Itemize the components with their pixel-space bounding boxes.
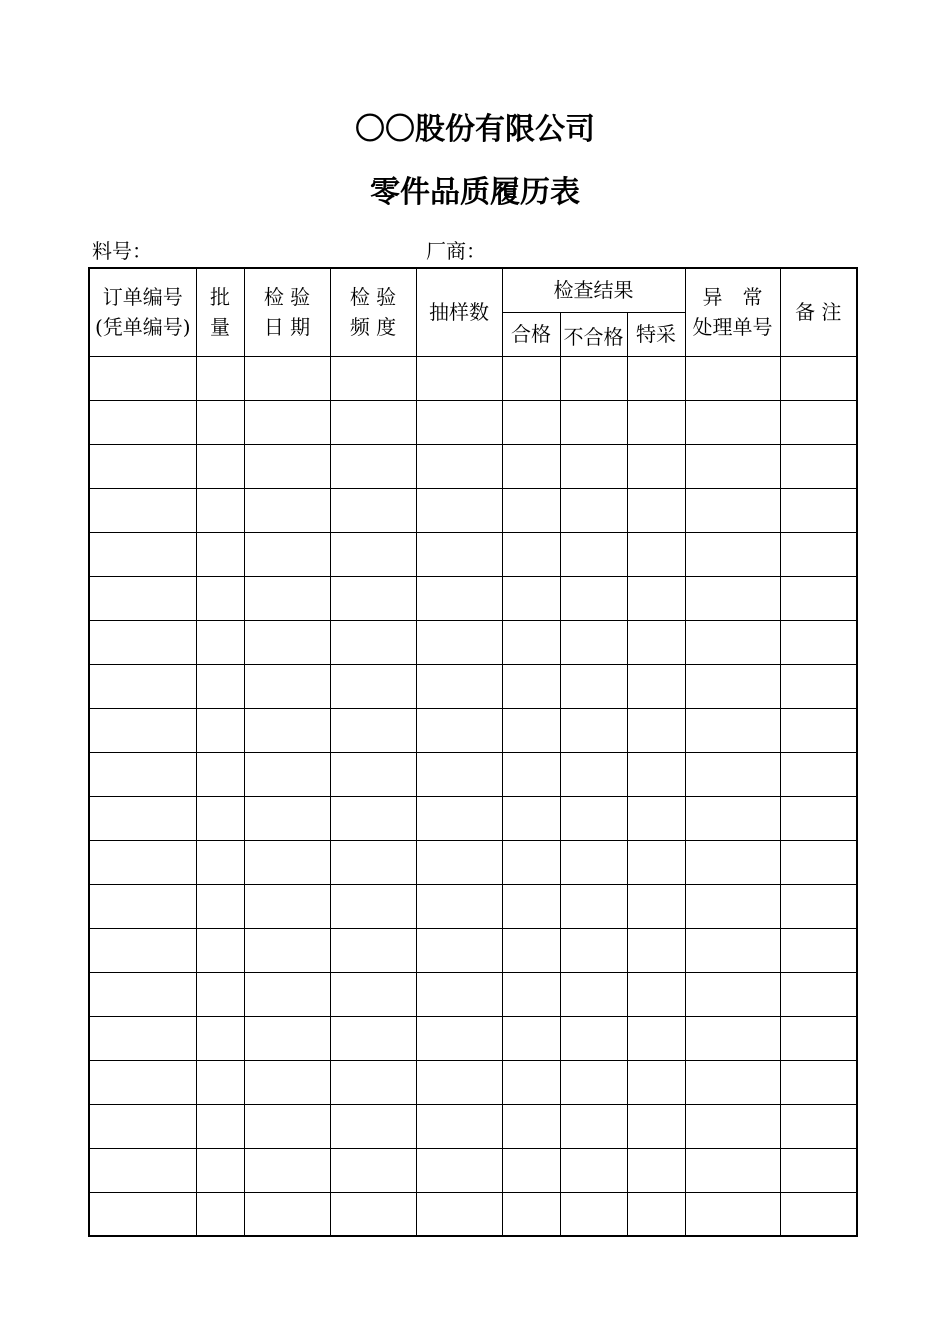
- table-row: [89, 708, 857, 752]
- table-cell: [244, 400, 330, 444]
- table-body: [89, 356, 857, 1236]
- header-remark-text: 备 注: [795, 300, 842, 325]
- table-cell: [502, 400, 560, 444]
- part-number-label: 料号：: [92, 239, 152, 263]
- table-cell: [244, 972, 330, 1016]
- table-cell: [780, 796, 857, 840]
- header-abnormal-report: [685, 268, 780, 356]
- table-cell: [560, 972, 627, 1016]
- table-cell: [244, 1016, 330, 1060]
- table-cell: [627, 1148, 685, 1192]
- table-cell: [560, 928, 627, 972]
- table-cell: [502, 1016, 560, 1060]
- table-cell: [244, 444, 330, 488]
- table-cell: [627, 796, 685, 840]
- table-cell: [196, 444, 244, 488]
- table-cell: [416, 1148, 502, 1192]
- table-cell: [685, 400, 780, 444]
- header-inspection-date: [244, 268, 330, 356]
- header-result-fail: [560, 312, 627, 356]
- table-cell: [780, 532, 857, 576]
- table-cell: [780, 708, 857, 752]
- header-inspection-date-line1: 检 验: [263, 285, 311, 310]
- quality-history-table: [88, 267, 858, 1237]
- header-abnormal-report-line2: 处理单号: [692, 315, 773, 340]
- header-batch-line1: 批: [210, 285, 230, 310]
- table-cell: [89, 488, 196, 532]
- header-abnormal-report-line1: 异 常: [702, 285, 763, 310]
- table-cell: [416, 400, 502, 444]
- table-row: [89, 488, 857, 532]
- table-cell: [416, 1016, 502, 1060]
- table-cell: [196, 840, 244, 884]
- table-cell: [685, 928, 780, 972]
- table-cell: [685, 796, 780, 840]
- table-row: [89, 1192, 857, 1236]
- table-cell: [780, 1148, 857, 1192]
- header-inspection-result: [502, 268, 685, 312]
- table-cell: [502, 1192, 560, 1236]
- table-cell: [196, 1148, 244, 1192]
- table-row: [89, 1104, 857, 1148]
- table-cell: [685, 664, 780, 708]
- table-cell: [685, 884, 780, 928]
- table-cell: [627, 708, 685, 752]
- header-inspection-result-text: 检查结果: [553, 278, 634, 303]
- table-cell: [780, 972, 857, 1016]
- table-cell: [685, 620, 780, 664]
- table-cell: [627, 1192, 685, 1236]
- table-cell: [244, 884, 330, 928]
- table-cell: [560, 752, 627, 796]
- table-cell: [196, 884, 244, 928]
- table-cell: [196, 1192, 244, 1236]
- table-cell: [416, 884, 502, 928]
- table-cell: [416, 1060, 502, 1104]
- table-cell: [627, 752, 685, 796]
- table-cell: [89, 664, 196, 708]
- vendor-label: 厂商：: [426, 239, 486, 263]
- table-cell: [780, 356, 857, 400]
- table-cell: [89, 576, 196, 620]
- table-cell: [330, 532, 416, 576]
- table-cell: [330, 1104, 416, 1148]
- table-cell: [502, 928, 560, 972]
- table-cell: [502, 1148, 560, 1192]
- table-cell: [416, 576, 502, 620]
- table-cell: [502, 796, 560, 840]
- table-cell: [89, 356, 196, 400]
- header-result-special: [627, 312, 685, 356]
- table-row: [89, 356, 857, 400]
- table-cell: [244, 1192, 330, 1236]
- table-cell: [416, 1192, 502, 1236]
- table-cell: [196, 488, 244, 532]
- table-cell: [416, 928, 502, 972]
- table-cell: [627, 884, 685, 928]
- table-cell: [627, 444, 685, 488]
- table-cell: [685, 1016, 780, 1060]
- table-cell: [89, 1104, 196, 1148]
- table-cell: [627, 1104, 685, 1148]
- header-order-number: [89, 268, 196, 356]
- table-cell: [627, 400, 685, 444]
- table-cell: [416, 972, 502, 1016]
- table-cell: [244, 576, 330, 620]
- table-cell: [244, 708, 330, 752]
- table-cell: [89, 840, 196, 884]
- table-cell: [416, 1104, 502, 1148]
- table-cell: [685, 532, 780, 576]
- table-cell: [502, 1104, 560, 1148]
- table-cell: [89, 444, 196, 488]
- form-title: 零件品质履历表: [370, 175, 580, 210]
- table-cell: [502, 488, 560, 532]
- table-cell: [196, 620, 244, 664]
- table-cell: [244, 488, 330, 532]
- table-cell: [330, 708, 416, 752]
- table-cell: [502, 884, 560, 928]
- table-cell: [196, 356, 244, 400]
- table-cell: [780, 1192, 857, 1236]
- table-row: [89, 532, 857, 576]
- table-cell: [627, 840, 685, 884]
- table-cell: [780, 400, 857, 444]
- table-cell: [627, 620, 685, 664]
- table-cell: [416, 532, 502, 576]
- table-cell: [416, 708, 502, 752]
- table-cell: [330, 796, 416, 840]
- table-cell: [560, 356, 627, 400]
- table-cell: [560, 840, 627, 884]
- table-cell: [244, 752, 330, 796]
- table-row: [89, 1016, 857, 1060]
- table-cell: [330, 620, 416, 664]
- table-cell: [196, 752, 244, 796]
- table-cell: [89, 884, 196, 928]
- table-cell: [330, 928, 416, 972]
- table-cell: [627, 1016, 685, 1060]
- table-cell: [244, 1060, 330, 1104]
- table-cell: [685, 1060, 780, 1104]
- table-cell: [244, 796, 330, 840]
- table-cell: [244, 532, 330, 576]
- header-inspection-frequency: [330, 268, 416, 356]
- table-row: [89, 444, 857, 488]
- table-cell: [330, 400, 416, 444]
- table-cell: [89, 400, 196, 444]
- table-row: [89, 400, 857, 444]
- table-cell: [502, 356, 560, 400]
- table-cell: [244, 1104, 330, 1148]
- table-cell: [685, 708, 780, 752]
- header-sample-count-text: 抽样数: [429, 300, 489, 325]
- table-cell: [685, 576, 780, 620]
- header-remark: [780, 268, 857, 356]
- table-cell: [627, 356, 685, 400]
- table-cell: [196, 708, 244, 752]
- table-cell: [627, 664, 685, 708]
- table-cell: [627, 576, 685, 620]
- table-cell: [89, 972, 196, 1016]
- table-cell: [627, 532, 685, 576]
- table-cell: [502, 840, 560, 884]
- table-cell: [502, 444, 560, 488]
- table-cell: [780, 840, 857, 884]
- table-cell: [560, 708, 627, 752]
- header-batch: [196, 268, 244, 356]
- table-cell: [780, 664, 857, 708]
- table-cell: [330, 444, 416, 488]
- table-row: [89, 972, 857, 1016]
- table-cell: [89, 1192, 196, 1236]
- table-cell: [196, 532, 244, 576]
- table-cell: [89, 620, 196, 664]
- table-cell: [416, 488, 502, 532]
- table-row: [89, 884, 857, 928]
- table-cell: [89, 752, 196, 796]
- table-cell: [89, 532, 196, 576]
- table-row: [89, 620, 857, 664]
- header-order-number-line1: 订单编号: [102, 285, 183, 310]
- table-row: [89, 1148, 857, 1192]
- table-cell: [330, 1016, 416, 1060]
- header-sample-count: [416, 268, 502, 356]
- table-cell: [780, 620, 857, 664]
- table-cell: [560, 1192, 627, 1236]
- table-cell: [685, 1148, 780, 1192]
- header-result-pass-text: 合格: [511, 322, 551, 346]
- table-cell: [780, 884, 857, 928]
- table-cell: [685, 972, 780, 1016]
- table-cell: [196, 972, 244, 1016]
- table-cell: [560, 532, 627, 576]
- table-cell: [244, 840, 330, 884]
- table-cell: [685, 356, 780, 400]
- table-cell: [560, 1104, 627, 1148]
- table-cell: [196, 664, 244, 708]
- table-cell: [89, 796, 196, 840]
- table-cell: [244, 664, 330, 708]
- table-cell: [89, 1016, 196, 1060]
- company-title: 〇〇股份有限公司: [355, 112, 595, 147]
- table-cell: [196, 400, 244, 444]
- table-cell: [416, 840, 502, 884]
- table-cell: [685, 488, 780, 532]
- table-cell: [685, 840, 780, 884]
- table-cell: [560, 444, 627, 488]
- table-cell: [780, 576, 857, 620]
- table-cell: [502, 708, 560, 752]
- table-cell: [244, 1148, 330, 1192]
- table-cell: [330, 1060, 416, 1104]
- table-cell: [502, 576, 560, 620]
- table-cell: [560, 664, 627, 708]
- table-cell: [196, 1104, 244, 1148]
- table-cell: [330, 1192, 416, 1236]
- table-cell: [330, 840, 416, 884]
- table-cell: [244, 620, 330, 664]
- table-cell: [244, 928, 330, 972]
- table-cell: [685, 444, 780, 488]
- table-cell: [196, 1016, 244, 1060]
- table-cell: [780, 928, 857, 972]
- header-batch-line2: 量: [210, 315, 230, 340]
- table-cell: [502, 532, 560, 576]
- table-cell: [502, 972, 560, 1016]
- table-cell: [416, 620, 502, 664]
- table-cell: [330, 884, 416, 928]
- table-row: [89, 840, 857, 884]
- table-row: [89, 796, 857, 840]
- table-cell: [560, 488, 627, 532]
- header-inspection-date-line2: 日 期: [263, 315, 311, 340]
- table-cell: [196, 928, 244, 972]
- table-cell: [685, 1192, 780, 1236]
- table-cell: [780, 1104, 857, 1148]
- table-cell: [330, 1148, 416, 1192]
- table-cell: [416, 752, 502, 796]
- table-cell: [89, 928, 196, 972]
- table-cell: [89, 1060, 196, 1104]
- table-cell: [560, 400, 627, 444]
- header-inspection-frequency-line2: 频 度: [349, 315, 397, 340]
- table-cell: [780, 488, 857, 532]
- table-cell: [685, 752, 780, 796]
- table-cell: [780, 444, 857, 488]
- table-cell: [89, 708, 196, 752]
- table-cell: [416, 664, 502, 708]
- table-cell: [560, 1060, 627, 1104]
- table-cell: [627, 1060, 685, 1104]
- table-cell: [502, 1060, 560, 1104]
- table-cell: [502, 752, 560, 796]
- table-row: [89, 752, 857, 796]
- table-cell: [244, 356, 330, 400]
- table-cell: [330, 488, 416, 532]
- table-cell: [627, 972, 685, 1016]
- header-result-fail-text: 不合格: [563, 325, 624, 349]
- table-row: [89, 928, 857, 972]
- table-cell: [416, 356, 502, 400]
- table-cell: [560, 884, 627, 928]
- table-cell: [560, 1016, 627, 1060]
- table-row: [89, 576, 857, 620]
- table-row: [89, 664, 857, 708]
- table-cell: [560, 620, 627, 664]
- table-cell: [780, 1060, 857, 1104]
- table-cell: [330, 356, 416, 400]
- table-cell: [416, 444, 502, 488]
- header-result-pass: [502, 312, 560, 356]
- table-cell: [627, 928, 685, 972]
- header-order-number-line2: (凭单编号): [94, 315, 191, 340]
- table-cell: [780, 1016, 857, 1060]
- table-cell: [780, 752, 857, 796]
- table-row: [89, 1060, 857, 1104]
- table-cell: [502, 664, 560, 708]
- header-result-special-text: 特采: [636, 322, 676, 346]
- table-cell: [416, 796, 502, 840]
- table-cell: [560, 1148, 627, 1192]
- table-cell: [89, 1148, 196, 1192]
- table-cell: [196, 796, 244, 840]
- table-cell: [627, 488, 685, 532]
- table-cell: [196, 576, 244, 620]
- table-cell: [685, 1104, 780, 1148]
- table-cell: [560, 796, 627, 840]
- table-header-row: [89, 268, 857, 312]
- header-inspection-frequency-line1: 检 验: [349, 285, 397, 310]
- table-cell: [196, 1060, 244, 1104]
- table-cell: [330, 576, 416, 620]
- table-cell: [502, 620, 560, 664]
- table-cell: [330, 664, 416, 708]
- table-cell: [330, 752, 416, 796]
- table-cell: [560, 576, 627, 620]
- table-cell: [330, 972, 416, 1016]
